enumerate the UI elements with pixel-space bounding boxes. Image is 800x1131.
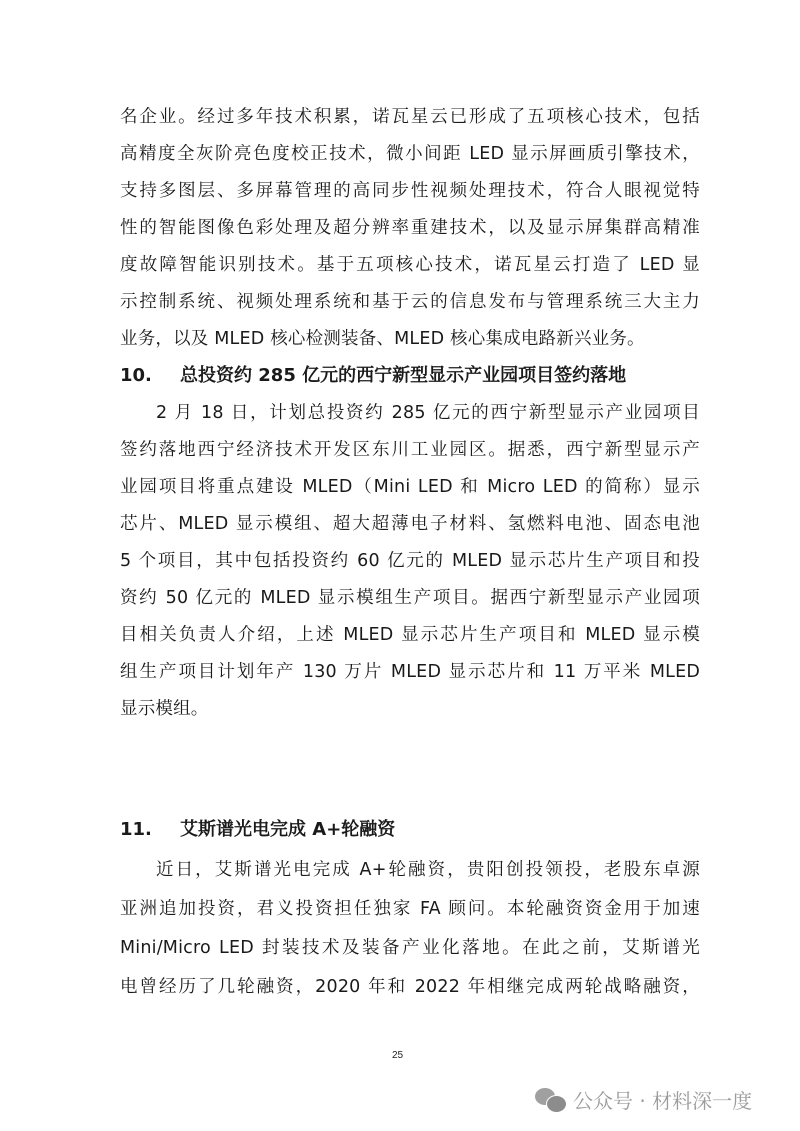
paragraph-line: 亚洲追加投资，君义投资担任独家 FA 顾问。本轮融资资金用于加速 bbox=[120, 899, 700, 919]
section-number: 10. bbox=[120, 365, 152, 386]
section-title: 总投资约 285 亿元的西宁新型显示产业园项目签约落地 bbox=[180, 365, 627, 386]
watermark-text: 公众号 · 材料深一度 bbox=[573, 1089, 753, 1113]
section-number: 11. bbox=[120, 819, 152, 840]
paragraph-line: 性的智能图像色彩处理及超分辨率重建技术，以及显示屏集群高精准 bbox=[120, 218, 700, 238]
paragraph-line: 示控制系统、视频处理系统和基于云的信息发布与管理系统三大主力 bbox=[120, 292, 700, 312]
paragraph-line: 业园项目将重点建设 MLED（Mini LED 和 Micro LED 的简称）显示 bbox=[120, 477, 700, 497]
paragraph-line: 度故障智能识别技术。基于五项核心技术，诺瓦星云打造了 LED 显 bbox=[120, 255, 700, 275]
page-number: 25 bbox=[392, 1050, 404, 1061]
paragraph-line: 目相关负责人介绍，上述 MLED 显示芯片生产项目和 MLED 显示模 bbox=[120, 625, 700, 645]
paragraph-line: 资约 50 亿元的 MLED 显示模组生产项目。据西宁新型显示产业园项 bbox=[120, 588, 700, 608]
paragraph-line: 支持多图层、多屏幕管理的高同步性视频处理技术，符合人眼视觉特 bbox=[120, 181, 700, 201]
section-heading-10 bbox=[120, 364, 626, 388]
paragraph-line: 5 个项目，其中包括投资约 60 亿元的 MLED 显示芯片生产项目和投 bbox=[120, 551, 700, 571]
paragraph-line: 电曾经历了几轮融资，2020 年和 2022 年相继完成两轮战略融资， bbox=[120, 977, 700, 997]
section-heading-11 bbox=[120, 818, 395, 842]
paragraph-line: 组生产项目计划年产 130 万片 MLED 显示芯片和 11 万平米 MLED bbox=[120, 662, 700, 682]
paragraph-line: 显示模组。 bbox=[120, 699, 209, 719]
paragraph-line: 2 月 18 日，计划总投资约 285 亿元的西宁新型显示产业园项目 bbox=[156, 403, 700, 423]
paragraph-line: 芯片、MLED 显示模组、超大超薄电子材料、氢燃料电池、固态电池 bbox=[120, 514, 700, 534]
paragraph-line: 近日，艾斯谱光电完成 A+轮融资，贵阳创投领投，老股东卓源 bbox=[156, 860, 700, 880]
paragraph-line: 名企业。经过多年技术积累，诺瓦星云已形成了五项核心技术，包括 bbox=[120, 107, 700, 127]
paragraph-line: 高精度全灰阶亮色度校正技术，微小间距 LED 显示屏画质引擎技术， bbox=[120, 144, 700, 164]
section-title: 艾斯谱光电完成 A+轮融资 bbox=[180, 819, 396, 840]
wechat-icon bbox=[535, 1088, 567, 1112]
paragraph-line: 业务，以及 MLED 核心检测装备、MLED 核心集成电路新兴业务。 bbox=[120, 329, 645, 349]
watermark bbox=[535, 1085, 752, 1114]
paragraph-line: Mini/Micro LED 封装技术及装备产业化落地。在此之前，艾斯谱光 bbox=[120, 938, 700, 958]
paragraph-line: 签约落地西宁经济技术开发区东川工业园区。据悉，西宁新型显示产 bbox=[120, 440, 700, 460]
